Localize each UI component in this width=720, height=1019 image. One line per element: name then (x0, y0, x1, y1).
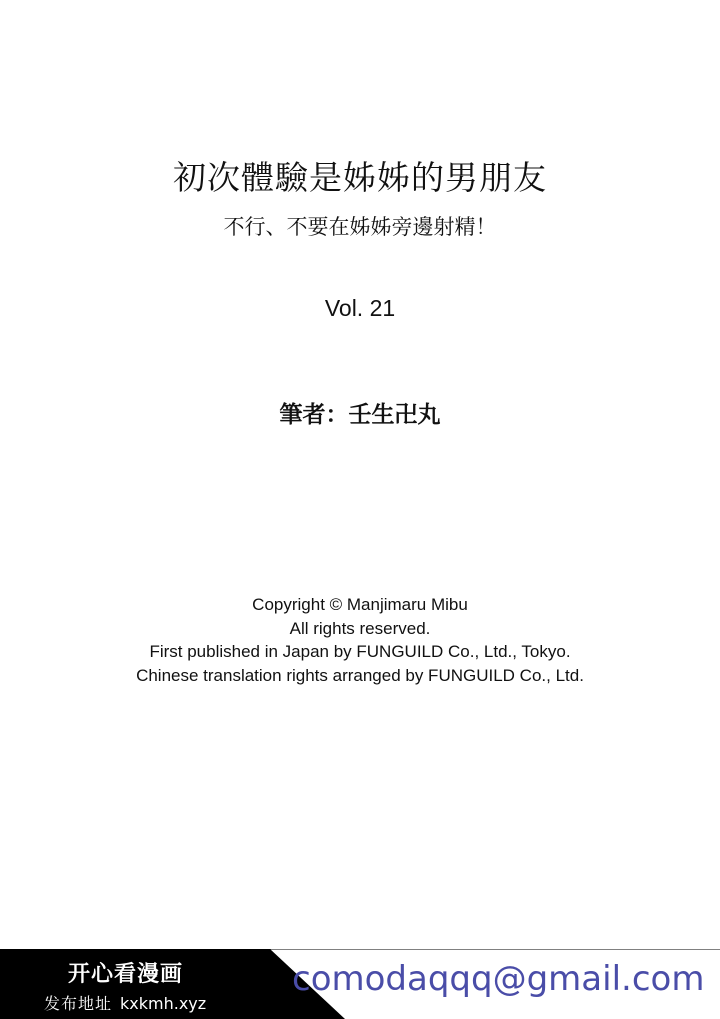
series-title: 初次體驗是姊姊的男朋友 (173, 158, 547, 197)
rights-line: All rights reserved. (289, 618, 431, 638)
site-address (44, 991, 206, 1014)
watermark-banner (0, 949, 720, 1019)
address-url: kxkmh.xyz (120, 994, 207, 1013)
series-subtitle: 不行、不要在姊姊旁邊射精！ (223, 215, 497, 239)
translation-rights-line: Chinese translation rights arranged by FUNGUILD Co., Ltd. (136, 665, 584, 685)
site-brand: 开心看漫画 (68, 962, 184, 987)
copyright-line: Copyright © Manjimaru Mibu (252, 595, 468, 614)
author-credit: 筆者：壬生卍丸 (279, 402, 441, 428)
address-label: 发布地址 (44, 994, 113, 1013)
contact-email: comodaqqq@gmail.com (292, 959, 705, 999)
publication-line: First published in Japan by FUNGUILD Co., Ltd., Tokyo. (149, 642, 571, 661)
copyright-notice (0, 593, 720, 687)
volume-number: Vol. 21 (324, 295, 396, 321)
